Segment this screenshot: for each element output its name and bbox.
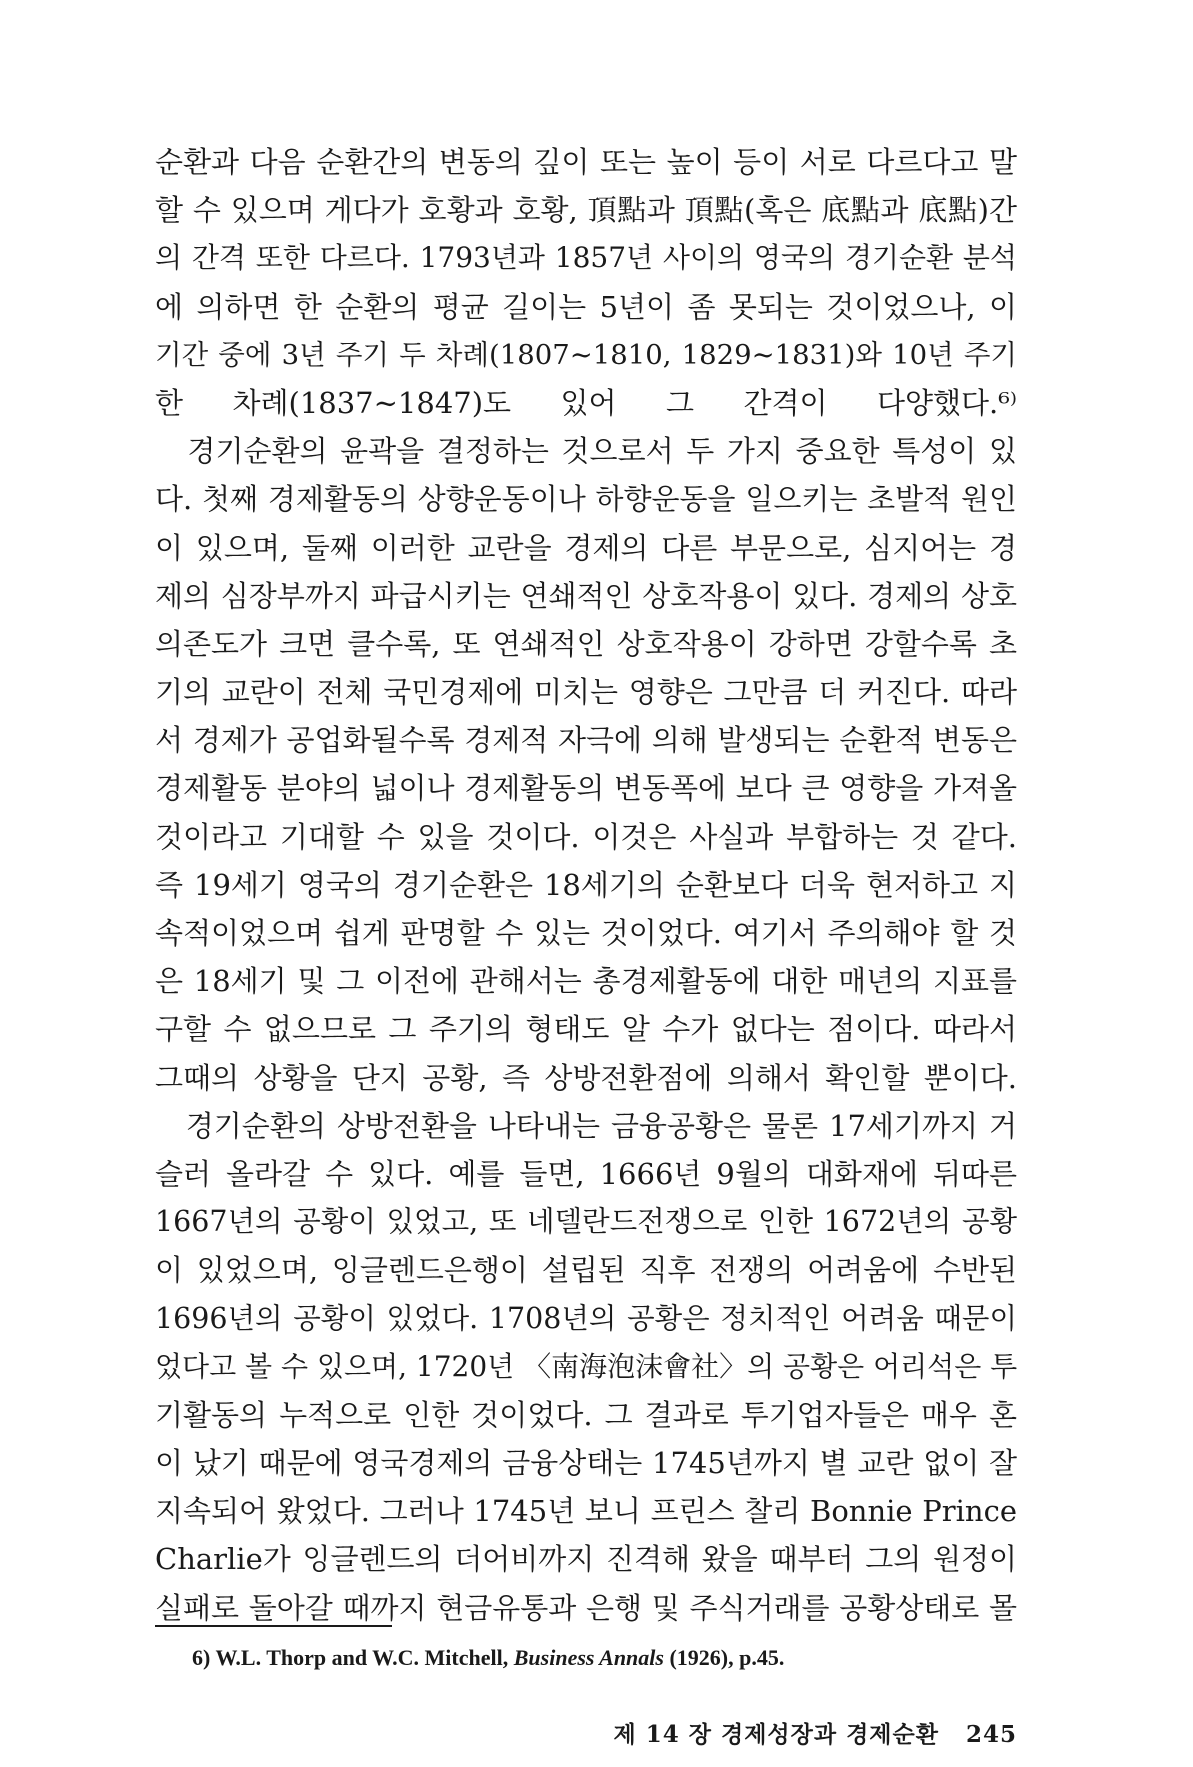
text-line: 구할 수 없으므로 그 주기의 형태도 알 수가 없다는 점이다. 따라서: [155, 1012, 1017, 1047]
text-line: 제의 심장부까지 파급시키는 연쇄적인 상호작용이 있다. 경제의 상호: [155, 578, 1017, 613]
text-line: 기활동의 누적으로 인한 것이었다. 그 결과로 투기업자들은 매우 혼: [155, 1397, 1017, 1432]
text-line: 순환과 다음 순환간의 변동의 깊이 또는 높이 등이 서로 다르다고 말: [155, 145, 1017, 179]
text-line: 속적이었으며 쉽게 판명할 수 있는 것이었다. 여기서 주의해야 할 것: [155, 916, 1017, 950]
text-line: 의존도가 크면 클수록, 또 연쇄적인 상호작용이 강하면 강할수록 초: [155, 626, 1017, 661]
text-line: 은 18세기 및 그 이전에 관해서는 총경제활동에 대한 매년의 지표를: [155, 964, 1017, 999]
text-line: 기의 교란이 전체 국민경제에 미치는 영향은 그만큼 더 커진다. 따라: [155, 675, 1017, 710]
text-line: 지속되어 왔었다. 그러나 1745년 보니 프린스 찰리 Bonnie Prince: [155, 1494, 1017, 1529]
text-line: 었다고 볼 수 있으며, 1720년 〈南海泡沫會社〉의 공황은 어리석은 투: [155, 1349, 1017, 1383]
text-line: 할 수 있으며 게다가 호황과 호황, 頂點과 頂點(혹은 底點과 底點)간: [155, 193, 1017, 228]
text-line: 경기순환의 윤곽을 결정하는 것으로서 두 가지 중요한 특성이 있: [155, 434, 1017, 469]
text-line: 기간 중에 3년 주기 두 차례(1807∼1810, 1829∼1831)와 10년 주기: [155, 338, 1017, 371]
body-text: [155, 138, 1017, 1632]
footnote-number: 6): [192, 1645, 211, 1670]
text-line: 이 있었으며, 잉글렌드은행이 설립된 직후 전쟁의 어려움에 수반된: [155, 1253, 1017, 1288]
text-line: 이 났기 때문에 영국경제의 금융상태는 1745년까지 별 교란 없이 잘: [155, 1446, 1017, 1481]
text-line: 슬러 올라갈 수 있다. 예를 들면, 1666년 9월의 대화재에 뒤따른: [155, 1156, 1017, 1191]
text-line: 경제활동 분야의 넓이나 경제활동의 변동폭에 보다 큰 영향을 가져올: [155, 771, 1017, 806]
text-line: 것이라고 기대할 수 있을 것이다. 이것은 사실과 부합하는 것 같다.: [155, 819, 1017, 854]
text-line: Charlie가 잉글렌드의 더어비까지 진격해 왔을 때부터 그의 원정이: [155, 1542, 1017, 1577]
footnote-divider: [155, 1625, 392, 1627]
running-footer: [614, 1716, 1017, 1749]
footnote-title: Business Annals: [513, 1645, 664, 1670]
text-line: 다. 첫째 경제활동의 상향운동이나 하향운동을 일으키는 초발적 원인: [155, 482, 1017, 517]
text-line: 서 경제가 공업화될수록 경제적 자극에 의해 발생되는 순환적 변동은: [155, 723, 1017, 758]
text-line: 이 있으며, 둘째 이러한 교란을 경제의 다른 부문으로, 심지어는 경: [155, 530, 1017, 565]
footnote: [192, 1645, 784, 1671]
text-line: 그때의 상황을 단지 공황, 즉 상방전환점에 의해서 확인할 뿐이다.: [155, 1060, 1017, 1095]
footer-chapter: 제 14 장 경제성장과 경제순환: [613, 1721, 939, 1748]
text-line: 에 의하면 한 순환의 평균 길이는 5년이 좀 못되는 것이었으나, 이: [155, 289, 1017, 324]
page-number: 245: [965, 1721, 1017, 1748]
text-line: 실패로 돌아갈 때까지 현금유통과 은행 및 주식거래를 공황상태로 몰: [155, 1590, 1017, 1625]
footnote-details: (1926), p.45.: [669, 1645, 785, 1670]
text-line: 1667년의 공황이 있었고, 또 네델란드전쟁으로 인한 1672년의 공황: [155, 1205, 1017, 1239]
footnote-authors: W.L. Thorp and W.C. Mitchell,: [215, 1645, 509, 1670]
text-line: 한 차례(1837∼1847)도 있어 그 간격이 다양했다.⁶⁾: [155, 385, 1017, 420]
text-line: 즉 19세기 영국의 경기순환은 18세기의 순환보다 더욱 현저하고 지: [155, 867, 1017, 902]
text-line: 경기순환의 상방전환을 나타내는 금융공황은 물론 17세기까지 거: [155, 1108, 1017, 1143]
text-line: 의 간격 또한 다르다. 1793년과 1857년 사이의 영국의 경기순환 분석: [155, 241, 1017, 275]
text-line: 1696년의 공황이 있었다. 1708년의 공황은 정치적인 어려움 때문이: [155, 1301, 1017, 1335]
